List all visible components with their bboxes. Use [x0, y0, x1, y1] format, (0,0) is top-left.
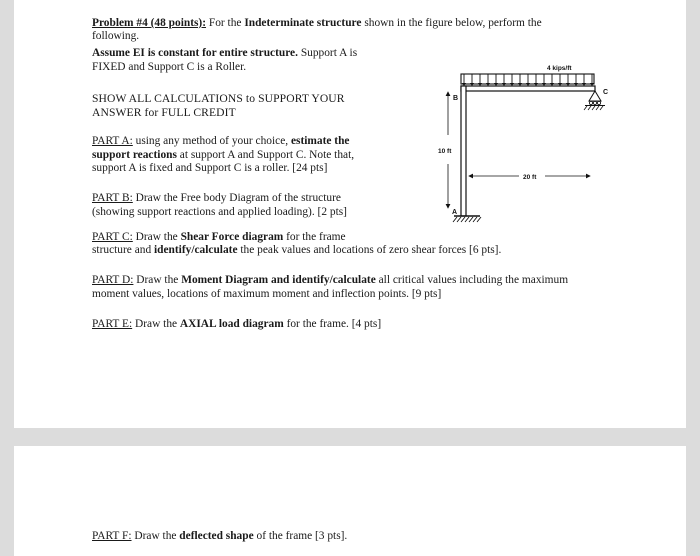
- part-c-line2: structure and identify/calculate the peak values and locations of zero shear forces [6 pts].: [92, 244, 502, 256]
- part-d-label: PART D:: [92, 274, 134, 286]
- part-d-line1: PART D: Draw the Moment Diagram and identify/calculate all critical values including the maximum: [92, 274, 569, 286]
- part-e-label: PART E:: [92, 318, 133, 330]
- beam-bc: [461, 86, 595, 91]
- node-a-label: A: [452, 209, 458, 216]
- part-c-label: PART C:: [92, 231, 133, 243]
- part-f-label: PART F:: [92, 530, 132, 542]
- part-b-line1: PART B: Draw the Free body Diagram of the structure: [92, 192, 341, 204]
- node-c-label: C: [603, 89, 609, 96]
- part-f-line1: PART F: Draw the deflected shape of the frame [3 pts].: [92, 530, 348, 542]
- instruction-line1: SHOW ALL CALCULATIONS to SUPPORT YOUR: [92, 92, 345, 105]
- instruction-line2: ANSWER for FULL CREDIT: [92, 106, 236, 119]
- part-b-line2: (showing support reactions and applied loading). [2 pts]: [92, 206, 347, 218]
- height-label: 10 ft: [438, 148, 452, 155]
- part-a-line2: support reactions at support A and Support C. Note that,: [92, 149, 355, 161]
- part-a-line1: PART A: using any method of your choice, estimate the: [92, 135, 350, 147]
- node-b-label: B: [453, 95, 459, 102]
- problem-heading: Problem #4 (48 points):: [92, 17, 207, 29]
- part-b-label: PART B:: [92, 192, 133, 204]
- assumption-line2: FIXED and Support C is a Roller.: [92, 61, 247, 73]
- height-dimension: [438, 92, 452, 208]
- span-label: 20 ft: [523, 174, 537, 181]
- distributed-load: [461, 74, 594, 86]
- roller-support-c: [584, 91, 605, 110]
- problem-statement-line2: following.: [92, 30, 140, 42]
- problem-statement-line1: Problem #4 (48 points): For the Indeterminate structure shown in the figure below, perform the: [92, 17, 542, 29]
- frame-figure: [424, 60, 624, 230]
- part-a-line3: support A is fixed and Support C is a roller. [24 pts]: [92, 162, 328, 174]
- part-e-line1: PART E: Draw the AXIAL load diagram for the frame. [4 pts]: [92, 318, 382, 330]
- column-ab: [461, 86, 466, 216]
- part-a-label: PART A:: [92, 135, 133, 147]
- load-label: 4 kips/ft: [547, 65, 572, 72]
- document-page-1: [14, 0, 686, 428]
- assumption-line1: Assume EI is constant for entire structure. Support A is: [92, 47, 358, 59]
- fixed-support-a: [453, 216, 481, 222]
- part-d-line2: moment values, locations of maximum moment and inflection points. [9 pts]: [92, 288, 442, 300]
- part-c-line1: PART C: Draw the Shear Force diagram for the frame: [92, 231, 346, 243]
- span-dimension: [469, 174, 590, 181]
- document-page-2: [14, 446, 686, 556]
